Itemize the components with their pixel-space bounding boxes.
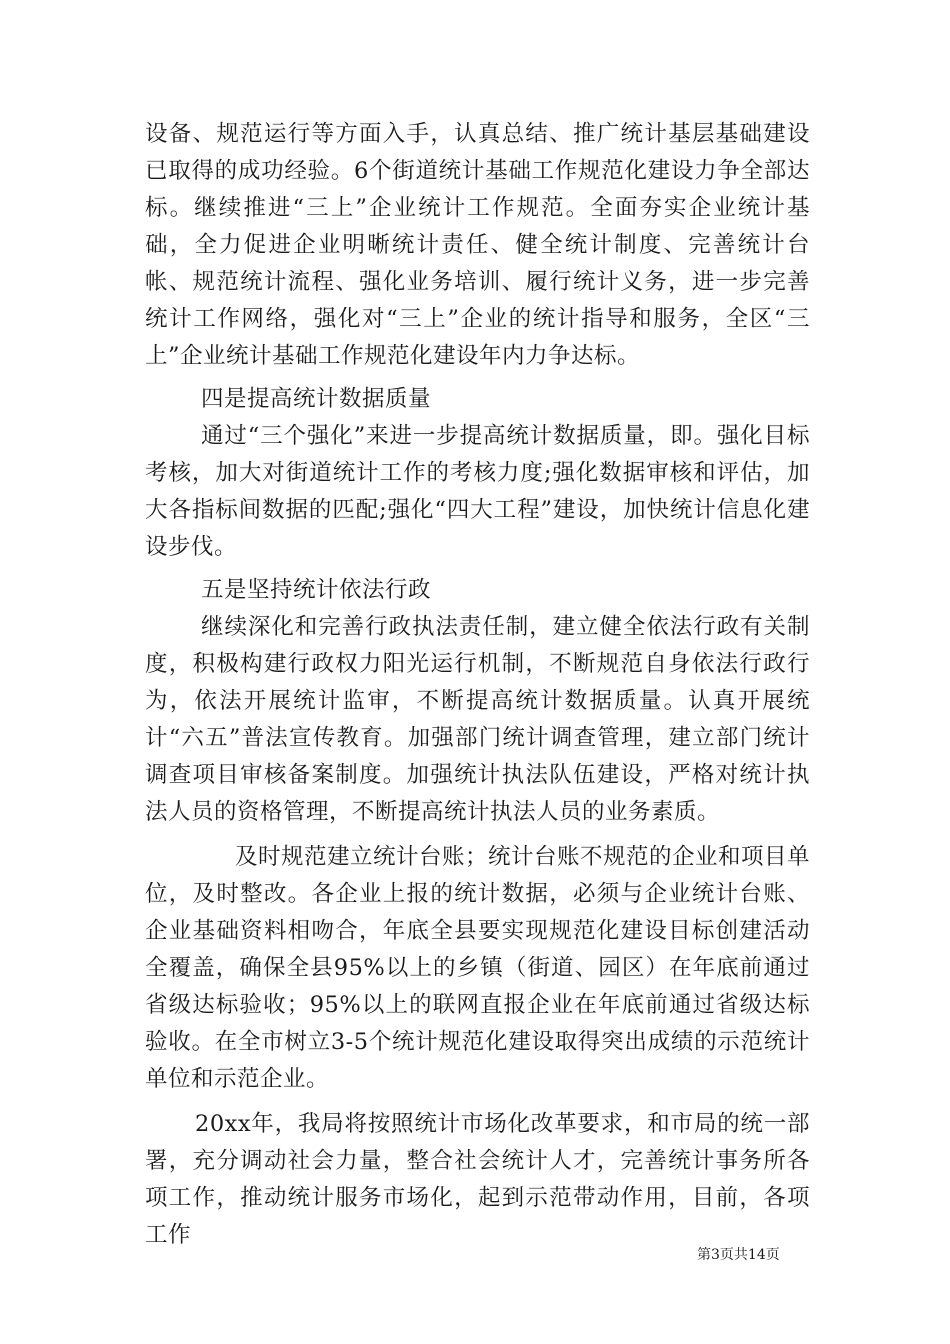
paragraph-continuation: 设备、规范运行等方面入手，认真总结、推广统计基层基础建设已取得的成功经验。6个街道统计基础工作规范化建设力争全部达标。继续推进“三上”企业统计工作规范。全面夯实企业统计基础，全力促进企业明晰统计责任、健全统计制度、完善统计台帐、规范统计流程、强化业务培训、履行统计义务，进一步完善统计工作网络，强化对“三上”企业的统计指导和服务，全区“三上”企业统计基础工作规范化建设年内力争达标。 (145, 121, 810, 369)
page-number: 第3页共14页 (697, 1247, 780, 1263)
paragraph-law-administration: 继续深化和完善行政执法责任制，建立健全依法行政有关制度，积极构建行政权力阳光运行机制，不断规范自身依法行政行为，依法开展统计监审，不断提高统计数据质量。认真开展统计“六五”普法宣传教育。加强部门统计调查管理，建立部门统计调查项目审核备案制度。加强统计执法队伍建设，严格对统计执法人员的资格管理，不断提高统计执法人员的业务素质。 (145, 614, 810, 825)
paragraph-plan: 20xx年，我局将按照统计市场化改革要求，和市局的统一部署，充分调动社会力量，整合社会统计人才，完善统计事务所各项工作，推动统计服务市场化，起到示范带动作用，目前，各项工作 (145, 1111, 810, 1248)
document-body (145, 116, 810, 1254)
section-heading-data-quality: 四是提高统计数据质量 (201, 386, 432, 412)
paragraph-data-quality: 通过“三个强化”来进一步提高统计数据质量，即。强化目标考核，加大对街道统计工作的考核力度;强化数据审核和评估，加大各指标间数据的匹配;强化“四大工程”建设，加快统计信息化建设步伐。 (145, 423, 810, 560)
paragraph-ledger: 及时规范建立统计台账；统计台账不规范的企业和项目单位，及时整改。各企业上报的统计数据，必须与企业统计台账、企业基础资料相吻合，年底全县要实现规范化建设目标创建活动全覆盖，确保全县95%以上的乡镇（街道、园区）在年底前通过省级达标验收；95%以上的联网直报企业在年底前通过省级达标验收。在全市树立3-5个统计规范化建设取得突出成绩的示范统计单位和示范企业。 (145, 844, 811, 1092)
section-heading-law-administration: 五是坚持统计依法行政 (201, 577, 432, 603)
